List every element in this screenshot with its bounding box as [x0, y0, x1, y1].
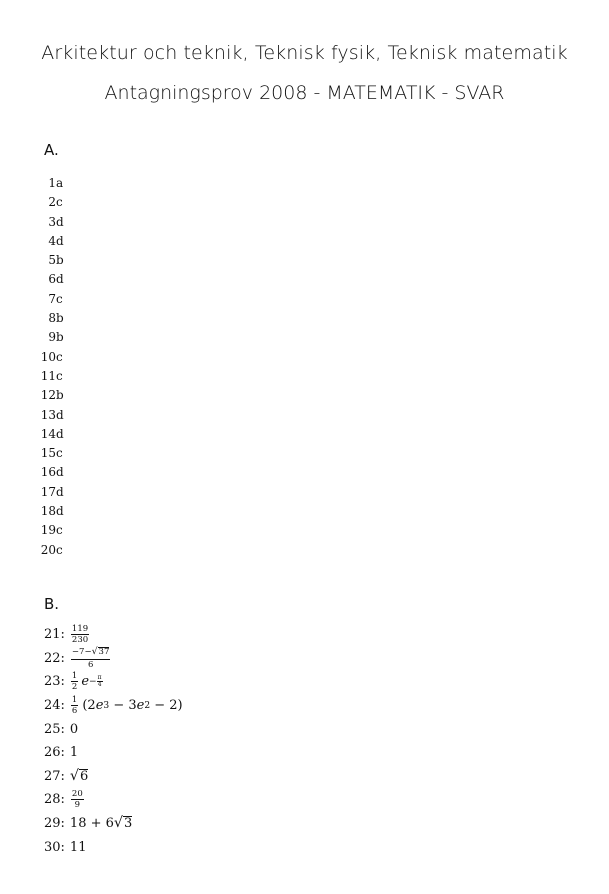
sqrt-sign: √ 6 [69, 767, 89, 784]
answer-b-23: 23: $\frac{1}{2}$ e − $\frac{\pi}{4}$ [44, 670, 102, 693]
answer-a-6: 6d [48, 272, 64, 287]
answer-a-1: 1a [48, 176, 64, 190]
sqrt-sign: √ 37 [91, 646, 110, 658]
answer-a-8: 8b [48, 311, 64, 326]
section-b-heading: B. [44, 595, 60, 613]
sqrt-sign: √ 3 [113, 814, 133, 831]
answer-a-19: 19c [40, 523, 63, 538]
answer-b-29: 29: 18 + 6 √ 3 [44, 814, 133, 832]
fraction: $\frac{119}{230}$ [71, 623, 89, 646]
answer-a-17: 17d [40, 484, 64, 499]
answer-b-26: 26: 1 [44, 745, 79, 761]
fraction: $\frac{1}{6}$ [71, 694, 78, 717]
page-subtitle: Antagningsprov 2008 - MATEMATIK - SVAR [104, 82, 505, 104]
answer-b-21: 21: $\frac{119}{230}$ [44, 623, 89, 646]
answer-a-14: 14d [40, 426, 64, 441]
fraction: $\frac{1}{2}$ [71, 670, 78, 693]
answer-a-16: 16d [40, 465, 64, 480]
answer-a-20: 20c [40, 542, 63, 557]
answer-b-24: 24: $\frac{1}{6}$ (2 e 3 − 3 e 2 − 2) [44, 694, 183, 717]
fraction: −7− √ 37 6 [71, 646, 110, 670]
answer-a-4: 4d [48, 233, 64, 248]
answer-b-28: 28: $\frac{20}{9}$ [44, 788, 83, 811]
answer-a-9: 9b [48, 330, 64, 345]
answer-b-22: 22: −7− √ 37 6 [44, 646, 110, 670]
answer-a-3: 3d [48, 214, 64, 229]
fraction: $\frac{20}{9}$ [71, 788, 83, 811]
answer-a-13: 13d [40, 407, 64, 422]
section-a-answers [40, 174, 64, 560]
answer-b-27: 27: √ 6 [44, 767, 89, 784]
answer-a-11: 11c [40, 368, 63, 383]
answer-a-18: 18d [40, 504, 64, 519]
answer-a-10: 10c [40, 349, 63, 364]
answer-b-25: 25: 0 [44, 721, 79, 737]
page-title: Arkitektur och teknik, Teknisk fysik, Teknisk matematik [41, 42, 568, 64]
answer-a-15: 15c [40, 446, 63, 461]
answer-a-5: 5b [48, 253, 64, 268]
answer-a-2: 2c [48, 195, 63, 210]
answer-a-7: 7c [48, 291, 63, 306]
section-b-answers [44, 623, 183, 859]
answer-a-12: 12b [40, 388, 64, 403]
answer-b-30: 30: 11 [44, 839, 87, 855]
section-a-heading: A. [44, 141, 59, 159]
